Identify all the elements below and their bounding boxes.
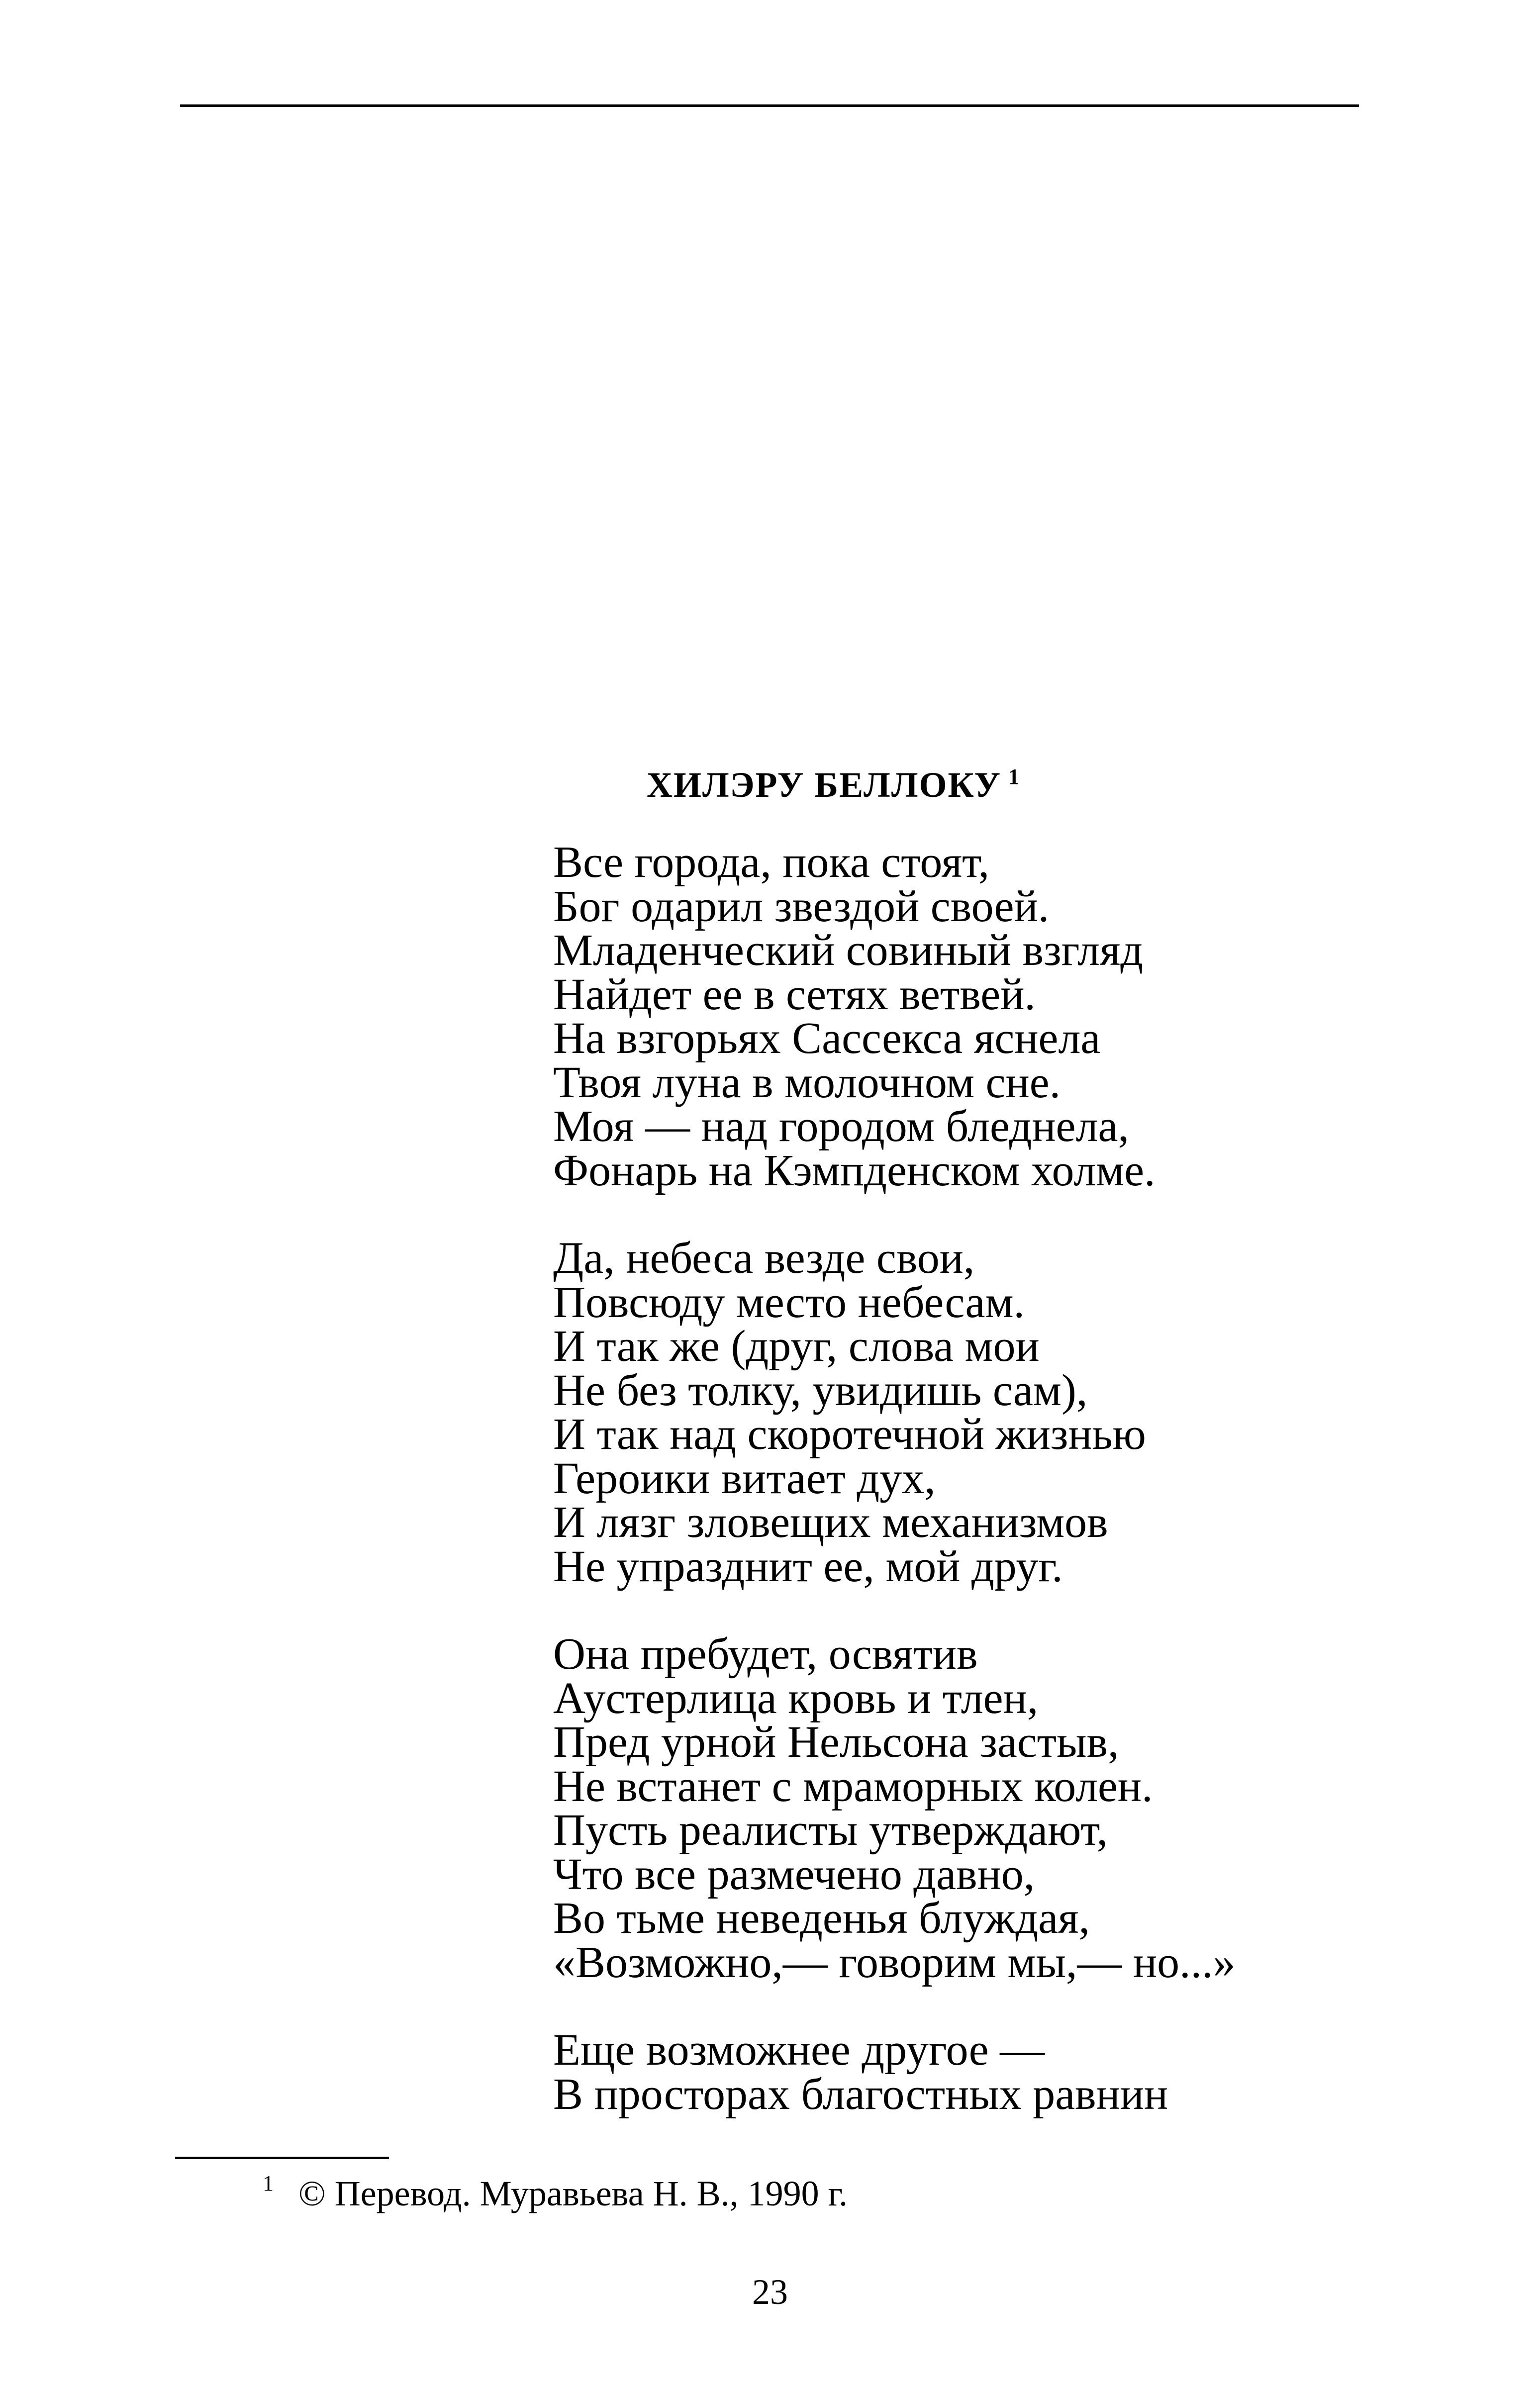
- poem-line: Твоя луна в молочном сне.: [553, 1057, 1061, 1107]
- poem-line: И лязг зловещих механизмов: [553, 1498, 1108, 1547]
- poem-title-text: ХИЛЭРУ БЕЛЛОКУ: [647, 765, 1002, 805]
- footnote-rule: [175, 2157, 389, 2159]
- poem-line: Да, небеса везде свои,: [553, 1234, 975, 1283]
- poem-line: И так же (друг, слова мои: [553, 1322, 1040, 1371]
- poem-line: Повсюду место небесам.: [553, 1277, 1025, 1327]
- stanza-3: [553, 1629, 1236, 1987]
- poem-line: Фонарь на Кэмпденском холме.: [553, 1145, 1155, 1195]
- page-number: 23: [752, 2272, 788, 2312]
- poem-line: И так над скоротечной жизнью: [553, 1410, 1146, 1459]
- stanza-1: [553, 838, 1236, 1195]
- poem-line: Что все размечено давно,: [553, 1849, 1035, 1899]
- top-rule: [180, 104, 1359, 107]
- stanza-2: [553, 1234, 1236, 1591]
- poem-line: Не встанет с мраморных колен.: [553, 1761, 1153, 1811]
- poem-line: Не без толку, увидишь сам),: [553, 1365, 1088, 1415]
- footnote-text: © Перевод. Муравьева Н. В., 1990 г.: [298, 2174, 848, 2213]
- poem-line: Пусть реалисты утверждают,: [553, 1806, 1108, 1855]
- poem-line: Не упразднит ее, мой друг.: [553, 1541, 1063, 1591]
- poem-line: Во тьме неведенья блуждая,: [553, 1894, 1090, 1943]
- poem-line: Младенческий совиный взгляд: [553, 926, 1144, 975]
- poem-line: Все города, пока стоят,: [553, 838, 990, 887]
- poem-line: Моя — над городом бледнела,: [553, 1102, 1129, 1151]
- poem-line: Она пребудет, освятив: [553, 1629, 978, 1679]
- footnote-marker: 1: [263, 2171, 274, 2195]
- poem-body: [553, 838, 1236, 2119]
- poem-line: Бог одарил звездой своей.: [553, 881, 1050, 931]
- poem-line: На взгорьях Сассекса яснела: [553, 1014, 1101, 1063]
- poem-line: Аустерлица кровь и тлен,: [553, 1673, 1039, 1723]
- poem-line: Еще возможнее другое —: [553, 2025, 1045, 2075]
- poem-line: «Возможно,— говорим мы,— но...»: [553, 1937, 1236, 1987]
- poem-line: Героики витает дух,: [553, 1453, 936, 1503]
- title-footnote-marker: 1: [1008, 764, 1021, 789]
- poem-line: Найдет ее в сетях ветвей.: [553, 969, 1036, 1019]
- stanza-4: [553, 2025, 1236, 2119]
- poem-title: [647, 766, 1020, 803]
- poem-line: Пред урной Нельсона застыв,: [553, 1717, 1119, 1767]
- poem-line: В просторах благостных равнин: [553, 2069, 1168, 2119]
- footnote: [263, 2173, 848, 2211]
